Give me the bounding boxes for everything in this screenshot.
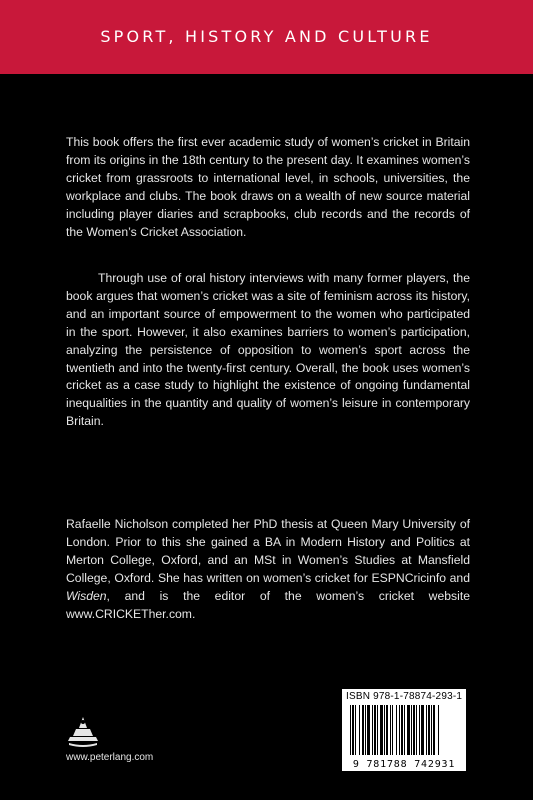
barcode-bar [380, 705, 383, 755]
barcode-bar [433, 705, 435, 755]
barcode-bar [419, 705, 420, 755]
barcode-bar [431, 705, 432, 755]
barcode-bar [428, 705, 430, 755]
barcode-bar [386, 705, 388, 755]
barcode-bar [413, 705, 415, 755]
series-banner [0, 0, 533, 74]
barcode-bar [355, 705, 356, 755]
author-bio [66, 516, 470, 623]
barcode-bar [350, 705, 351, 755]
barcode-bar [372, 705, 373, 755]
barcode-bar [399, 705, 400, 755]
barcode-digits: 9 781788 742931 [352, 759, 456, 770]
barcode-bar [421, 705, 424, 755]
author-bio-italic: Wisden [66, 588, 107, 603]
book-description-paragraph-1: This book offers the first ever academic study of women’s cricket in Britain from its origins in the 18th century to the present day. It examines women’s cricket from grassroots to international level, in schools, universities, the workplace and clubs. The book draws on a wealth of new source material including player diaries and scrapbooks, club records and the records of the Women’s Cricket Association. [66, 135, 470, 239]
barcode-bar [438, 705, 439, 755]
barcode-bar [411, 705, 412, 755]
barcode [346, 705, 462, 755]
barcode-bar [401, 705, 403, 755]
barcode-bar [374, 705, 376, 755]
author-bio-text-2: , and is the editor of the women’s cricket website www.CRICKETher.com. [66, 588, 470, 621]
series-title: SPORT, HISTORY AND CULTURE [100, 27, 433, 46]
barcode-bar [352, 705, 354, 755]
barcode-bar [367, 705, 370, 755]
author-bio-text-1: Rafaelle Nicholson completed her PhD thesis at Queen Mary University of London. Prior to this she gained a BA in Modern History and Politics at Merton College, Oxford, and an MSt in Women’s Studies at Mansfield College, Oxford. She has written on women’s cricket for ESPNCricinfo and [66, 517, 470, 585]
barcode-bar [384, 705, 385, 755]
barcode-bar [392, 705, 393, 755]
barcode-bar [407, 705, 410, 755]
barcode-bar [359, 705, 360, 755]
barcode-bar [426, 705, 427, 755]
barcode-bar [362, 705, 364, 755]
isbn-barcode-box [342, 689, 466, 771]
barcode-bar [377, 705, 378, 755]
peter-lang-logo-icon [66, 716, 100, 753]
book-description-paragraph-2: Through use of oral history interviews with many former players, the book argues that women’s cricket was a site of feminism across its history, and an important source of empowerment to the women who participated in the sport. However, it also examines barriers to women’s participation, analyzing the persistence of opposition to women’s sport across the twentieth and into the twenty-first century. Overall, the book uses women’s cricket as a case study to highlight the existence of ongoing fundamental inequalities in the quantity and quality of women’s leisure in contemporary Britain. [66, 271, 470, 429]
barcode-bar [365, 705, 366, 755]
publisher-url: www.peterlang.com [66, 752, 154, 763]
barcode-bar [404, 705, 405, 755]
barcode-bar [396, 705, 397, 755]
barcode-bar [390, 705, 391, 755]
barcode-bar [416, 705, 417, 755]
isbn-label: ISBN 978-1-78874-293-1 [346, 691, 463, 702]
